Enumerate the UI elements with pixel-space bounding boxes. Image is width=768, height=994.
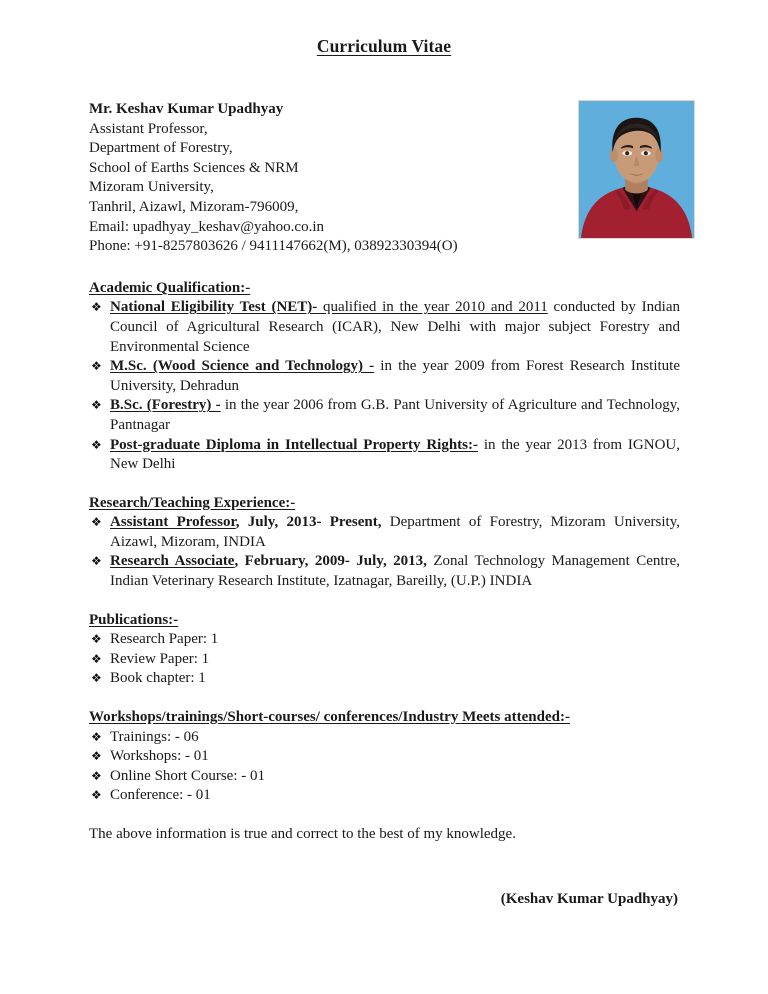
qualification-detail: in the year 2013 from IGNOU, New Delhi: [110, 436, 680, 473]
contact-line-designation: Assistant Professor,: [89, 120, 208, 137]
contact-block: [89, 100, 559, 257]
experience-detail: Department of Forestry, Mizoram University, Aizawl, Mizoram, INDIA: [110, 514, 680, 550]
contact-line-address: Tanhril, Aizawl, Mizoram-796009,: [89, 198, 299, 215]
section-heading-publications: [89, 611, 680, 631]
qualification-detail: in the year 2009 from Forest Research Institute University, Dehradun: [110, 358, 680, 394]
section-heading-academic-qualification-text: Academic Qualification:-: [89, 279, 251, 296]
qualification-title: B.Sc. (Forestry) -: [110, 397, 221, 414]
list-item: [89, 513, 680, 552]
spacer: [89, 592, 680, 611]
list-item: ❖ Book chapter: 1: [89, 669, 680, 689]
section-heading-research-teaching-experience: [89, 494, 680, 514]
spacer: [89, 806, 680, 825]
spacer: [89, 689, 680, 708]
spacer: [89, 475, 680, 494]
contact-line-email: Email: upadhyay_keshav@yahoo.co.in: [89, 218, 325, 235]
experience-role: Research Associate: [110, 553, 235, 570]
list-item: ❖ Online Short Course: - 01: [89, 767, 680, 787]
cv-content: [89, 100, 680, 908]
contact-line-school: School of Earths Sciences & NRM: [89, 159, 299, 176]
qualification-title: Post-graduate Diploma in Intellectual Property Rights:-: [110, 436, 478, 453]
page-title: [0, 36, 768, 57]
section-heading-workshops-trainings: [89, 708, 680, 728]
list-item: [89, 357, 680, 396]
spacer: [89, 257, 680, 279]
list-item: [89, 396, 680, 435]
experience-period: , February, 2009- July, 2013,: [234, 553, 427, 570]
list-item: ❖ Research Paper: 1: [89, 630, 680, 650]
qualification-title: M.Sc. (Wood Science and Technology) -: [110, 358, 375, 375]
list-item: ❖ Conference: - 01: [89, 786, 680, 806]
page-title-text: Curriculum Vitae: [316, 36, 452, 56]
qualification-detail: in the year 2006 from G.B. Pant University of Agriculture and Technology, Pantnagar: [110, 397, 680, 433]
list-item: ❖ Review Paper: 1: [89, 650, 680, 670]
section-heading-academic-qualification: [89, 279, 680, 299]
experience-detail: Zonal Technology Management Centre, Indian Veterinary Research Institute, Izatnagar, Bareilly, (U.P.) INDIA: [110, 553, 680, 590]
academic-qualification-list: [89, 298, 680, 474]
contact-name: Mr. Keshav Kumar Upadhyay: [89, 101, 284, 117]
contact-line-university: Mizoram University,: [89, 179, 214, 196]
section-heading-workshops-trainings-text: Workshops/trainings/Short-courses/ conferences/Industry Meets attended:-: [89, 709, 570, 726]
experience-period: , July, 2013- Present,: [235, 514, 382, 531]
section-heading-research-teaching-experience-text: Research/Teaching Experience:-: [89, 494, 296, 511]
qualification-underlined-detail: qualified in the year 2010 and 2011: [317, 299, 548, 316]
contact-line-department: Department of Forestry,: [89, 140, 233, 157]
publications-list: [89, 630, 680, 689]
contact-line-phone: Phone: +91-8257803626 / 9411147662(M), 03892330394(O): [89, 238, 458, 255]
workshops-list: [89, 728, 680, 806]
list-item: [89, 298, 680, 357]
list-item: ❖ Trainings: - 06: [89, 728, 680, 748]
list-item: [89, 436, 680, 475]
experience-list: [89, 513, 680, 591]
qualification-title: National Eligibility Test (NET)-: [110, 299, 318, 316]
list-item: ❖ Workshops: - 01: [89, 747, 680, 767]
closing-statement: The above information is true and correct to the best of my knowledge.: [89, 826, 516, 842]
qualification-detail: conducted by Indian Council of Agricultural Research (ICAR), New Delhi with major subject Forestry and Environmental Science: [110, 299, 680, 355]
experience-role: Assistant Professor: [110, 514, 236, 531]
list-item: [89, 552, 680, 591]
section-heading-publications-text: Publications:-: [89, 611, 179, 628]
signature-name: (Keshav Kumar Upadhyay): [500, 890, 678, 907]
